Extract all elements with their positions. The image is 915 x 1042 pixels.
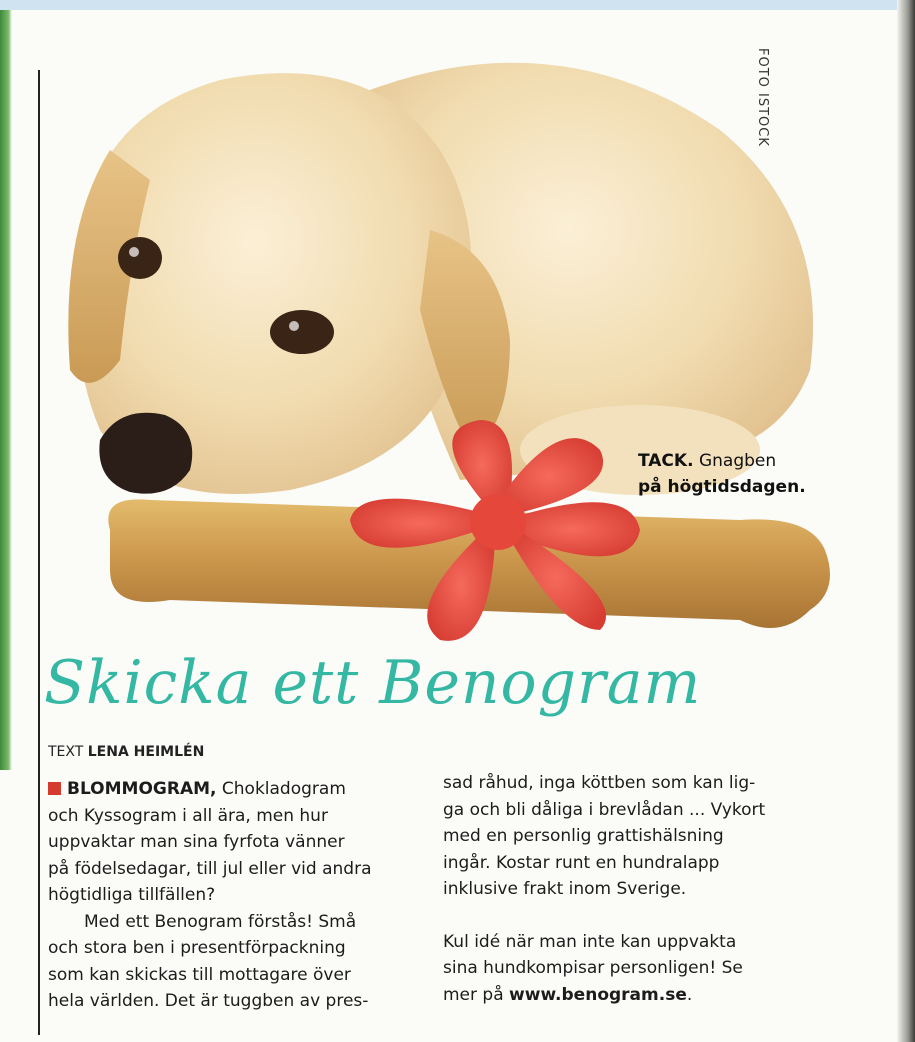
body-column-2 <box>443 770 823 1008</box>
website-link[interactable]: www.benogram.se <box>509 984 687 1005</box>
body-line: och Kyssogram i all ära, men hur <box>48 805 328 826</box>
caption-lead: TACK. <box>638 451 694 471</box>
byline-name: LENA HEIMLÉN <box>87 744 205 760</box>
body-line: på födelsedagar, till jul eller vid andra <box>48 858 372 879</box>
adjacent-page-edge <box>0 10 12 770</box>
photo-credit: FOTO ISTOCK <box>755 48 770 147</box>
paragraph-4 <box>443 929 823 1009</box>
body-line: Med ett Benogram förstås! Små <box>84 911 357 932</box>
body-line: högtidliga tillfällen? <box>48 885 216 905</box>
body-line: med en personlig grattishälsning <box>443 826 724 846</box>
paragraph-1 <box>48 776 408 909</box>
body-line: sina hundkompisar personligen! Se <box>443 958 743 978</box>
body-line-prefix: mer på <box>443 984 510 1005</box>
body-line: inklusive frakt inom Sverige. <box>443 879 687 899</box>
page-top-strip <box>0 0 915 10</box>
photo-caption <box>638 448 848 500</box>
paragraph-3 <box>443 770 823 903</box>
caption-line-1: Gnagben <box>693 451 777 471</box>
caption-line-2: på högtidsdagen. <box>638 477 806 497</box>
body-line: ga och bli dåliga i brevlådan ... Vykort <box>443 799 766 820</box>
byline-label: TEXT <box>48 744 84 760</box>
body-line: och stora ben i presentförpackning <box>48 938 346 958</box>
body-line: sad råhud, inga köttben som kan lig- <box>443 773 756 793</box>
body-line: uppvaktar man sina fyrfota vänner <box>48 832 345 852</box>
body-line: hela världen. Det är tuggben av pres- <box>48 991 369 1011</box>
byline <box>48 744 204 760</box>
body-line: som kan skickas till mottagare över <box>48 964 351 985</box>
page-binding-shadow <box>897 0 915 1042</box>
paragraph-gap <box>443 903 823 929</box>
body-line: Chokladogram <box>216 779 346 799</box>
lead-word: BLOMMOGRAM, <box>67 779 217 799</box>
puppy-photo <box>40 10 880 675</box>
body-line-suffix: . <box>686 984 693 1005</box>
body-line: ingår. Kostar runt en hundralapp <box>443 852 720 873</box>
bullet-square-icon <box>48 782 61 795</box>
body-column-1 <box>48 776 408 1015</box>
paragraph-2 <box>48 909 408 1015</box>
article-title: Skicka ett Benogram <box>44 648 702 718</box>
body-line: Kul idé när man inte kan uppvakta <box>443 931 737 952</box>
